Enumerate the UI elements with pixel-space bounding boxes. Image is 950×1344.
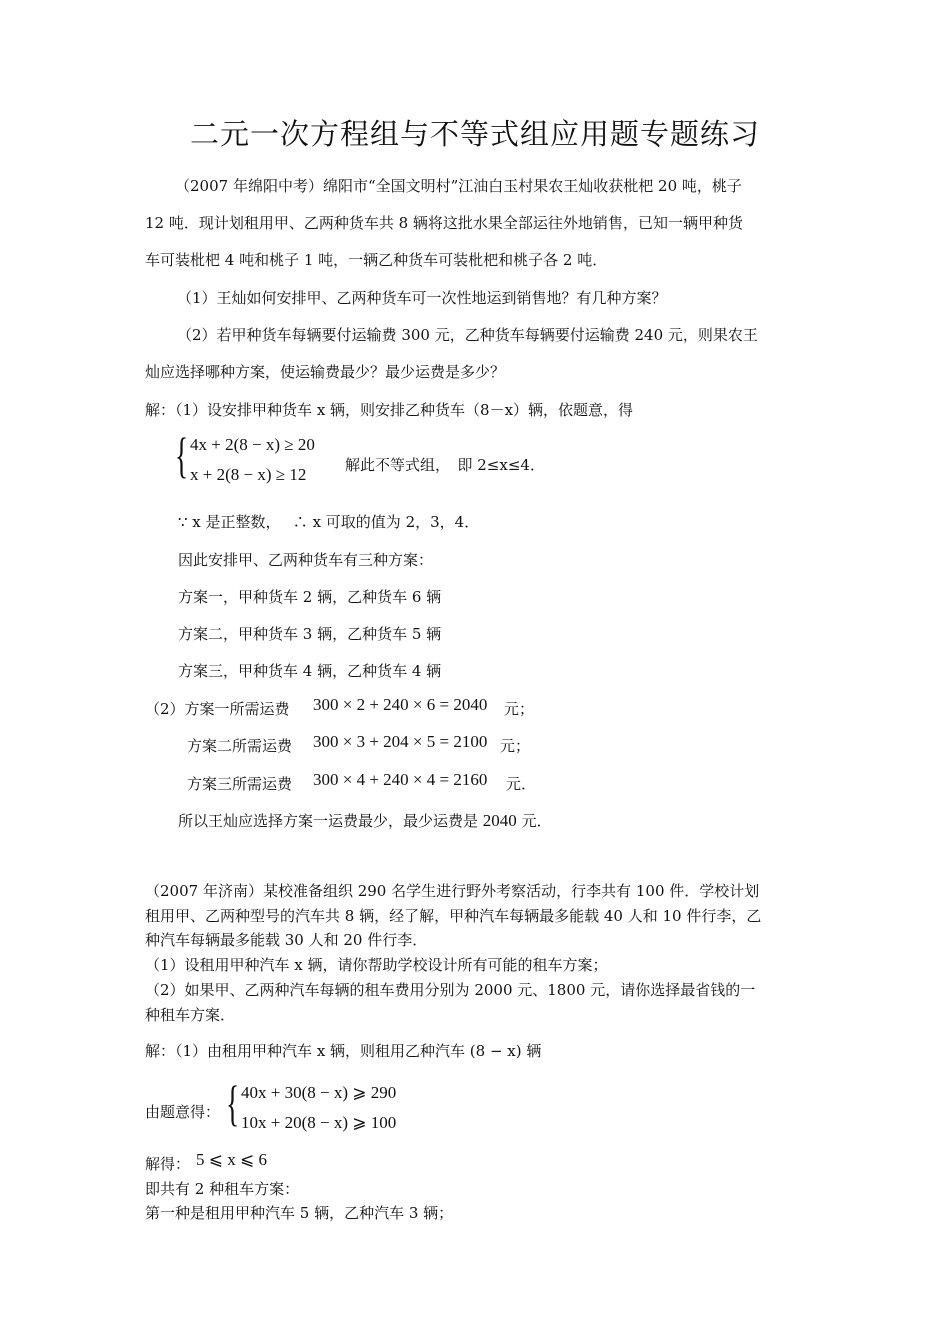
problem1-question2-line2: 灿应选择哪种方案，使运输费最少？最少运费是多少？ <box>145 363 506 381</box>
inequality-brace-2: { <box>226 1075 240 1131</box>
problem1-three-plans: 因此安排甲、乙两种货车有三种方案： <box>178 551 434 569</box>
conclusion-unit: 元． <box>521 812 552 830</box>
problem2-solved-label: 解得： <box>145 1155 191 1173</box>
problem2-question2-line1: （2）如果甲、乙两种汽车每辆的租车费用分别为 2000 元、1800 元，请你选择最省钱的一 <box>145 981 756 999</box>
problem2-solved-expression: 5 ⩽ x ⩽ 6 <box>196 1150 267 1169</box>
problem2-text-line3: 种汽车每辆最多能载 30 人和 20 件行李． <box>145 931 428 949</box>
cost3-expression: 300 × 4 + 240 × 4 = 2160 <box>313 770 488 789</box>
problem1-question1: （1）王灿如何安排甲、乙两种货车可一次性地运到销售地？有几种方案？ <box>177 289 667 307</box>
cost2-label: 方案二所需运费 <box>187 737 293 755</box>
problem2-question2-line2: 种租车方案． <box>145 1006 236 1024</box>
problem1-because: ∵ x 是正整数， ∴ x 可取的值为 2，3，4． <box>178 513 480 531</box>
problem2-text-line2: 租用甲、乙两种型号的汽车共 8 辆，经了解，甲种汽车每辆最多能载 40 人和 10 件行李，乙 <box>145 907 762 925</box>
problem2-question1: （1）设租用甲种汽车 x 辆，请你帮助学校设计所有可能的租车方案； <box>145 956 608 974</box>
problem1-plan-1: 方案一，甲种货车 2 辆，乙种货车 6 辆 <box>178 588 442 606</box>
inequality-brace: { <box>175 427 189 483</box>
cost3-label: 方案三所需运费 <box>187 775 293 793</box>
problem2-inequality-1: 40x + 30(8 − x) ⩾ 290 <box>241 1083 397 1102</box>
problem1-inequality-1: 4x + 2(8 − x) ≥ 20 <box>190 435 315 454</box>
problem2-solution-intro: 解：（1）由租用甲种汽车 x 辆，则租用乙种汽车 (8 − x) 辆 <box>145 1042 542 1060</box>
problem1-text-line1: （2007 年绵阳中考）绵阳市“全国文明村”江油白玉村果农王灿收获枇杷 20 吨，桃子 <box>175 177 742 195</box>
problem1-text-line3: 车可装枇杷 4 吨和桃子 1 吨，一辆乙种货车可装枇杷和桃子各 2 吨． <box>145 251 608 269</box>
cost2-expression: 300 × 3 + 204 × 5 = 2100 <box>313 732 488 751</box>
conclusion <box>178 810 552 831</box>
problem2-given-label: 由题意得： <box>145 1103 221 1121</box>
problem2-plan-first: 第一种是租用甲种汽车 5 辆，乙种汽车 3 辆； <box>145 1204 454 1222</box>
cost1-expression: 300 × 2 + 240 × 6 = 2040 <box>313 695 488 714</box>
conclusion-text: 所以王灿应选择方案一运费最少，最少运费是 <box>178 812 479 830</box>
cost1-unit: 元； <box>504 700 535 718</box>
problem2-two-plans: 即共有 2 种租车方案： <box>145 1180 300 1198</box>
problem1-solve-note: 解此不等式组， 即 2≤x≤4． <box>345 456 545 474</box>
problem1-inequality-2: x + 2(8 − x) ≥ 12 <box>190 465 307 484</box>
page-title: 二元一次方程组与不等式组应用题专题练习 <box>189 117 760 151</box>
problem2-text-line1: （2007 年济南）某校准备组织 290 名学生进行野外考察活动，行李共有 100 件．学校计划 <box>145 882 760 900</box>
problem1-solution-intro: 解：（1）设安排甲种货车 x 辆，则安排乙种货车（8－x）辆，依题意，得 <box>145 401 634 419</box>
cost1-label: （2）方案一所需运费 <box>145 700 290 718</box>
problem2-inequality-2: 10x + 20(8 − x) ⩾ 100 <box>241 1113 397 1132</box>
problem1-question2-line1: （2）若甲种货车每辆要付运输费 300 元，乙种货车每辆要付运输费 240 元，则果农王 <box>177 326 758 344</box>
problem1-plan-2: 方案二，甲种货车 3 辆，乙种货车 5 辆 <box>178 625 442 643</box>
cost2-unit: 元； <box>500 737 531 755</box>
cost3-unit: 元． <box>506 775 537 793</box>
problem1-plan-3: 方案三，甲种货车 4 辆，乙种货车 4 辆 <box>178 662 442 680</box>
problem1-text-line2: 12 吨．现计划租用甲、乙两种货车共 8 辆将这批水果全部运往外地销售，已知一辆甲种货 <box>145 214 743 232</box>
conclusion-amount: 2040 <box>482 811 517 830</box>
